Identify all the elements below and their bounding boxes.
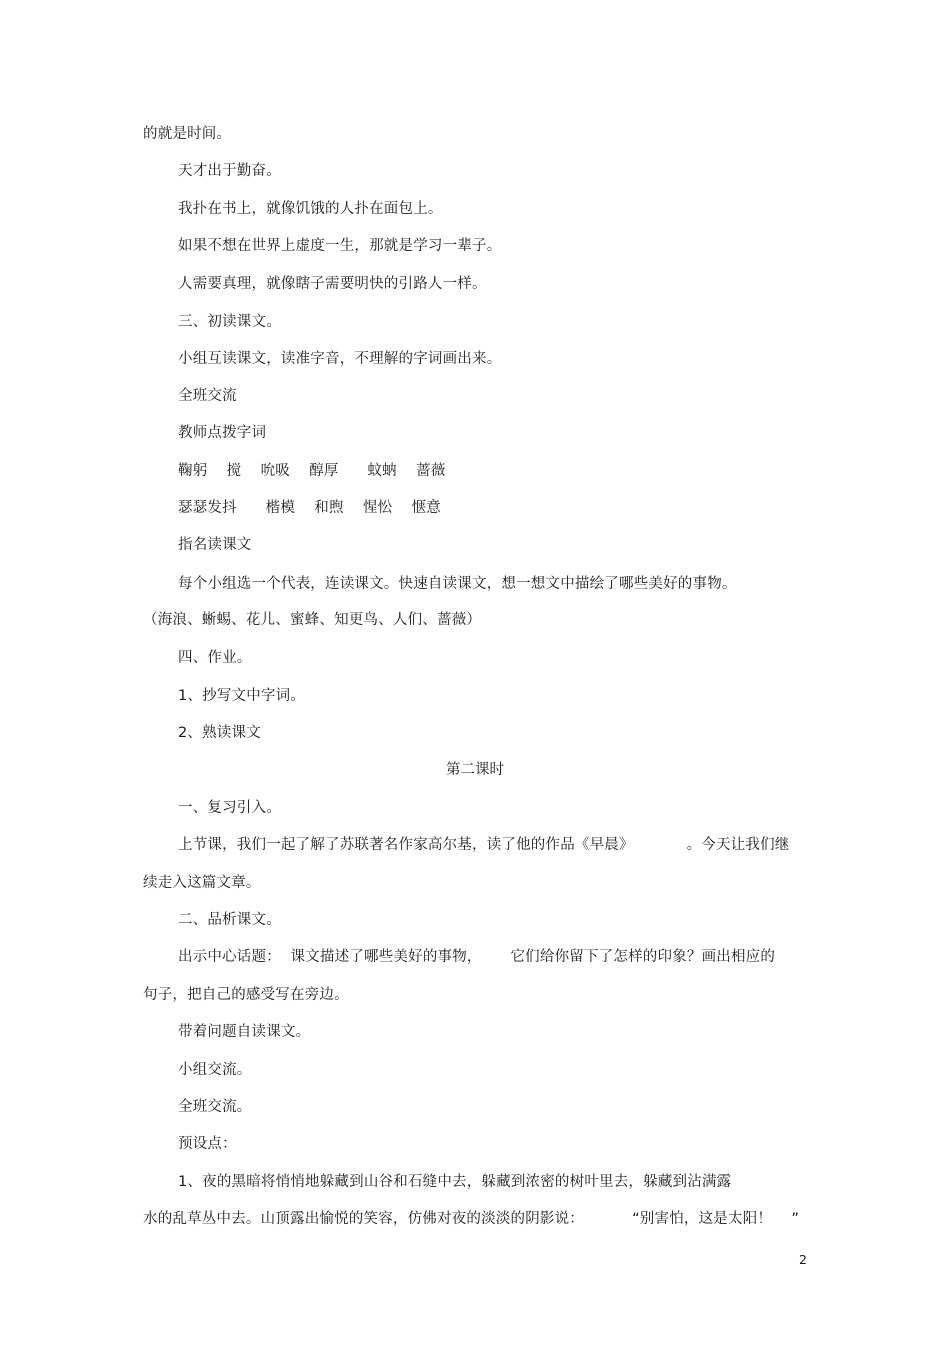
list-item: 1、夜的黑暗将悄悄地躲藏到山谷和石缝中去，躲藏到浓密的树叶里去，躲藏到沾满露: [178, 1174, 732, 1190]
text-line: 我扑在书上，就像饥饿的人扑在面包上。: [178, 201, 443, 217]
section-heading: 四、作业。: [178, 650, 252, 666]
page-number: 2: [799, 1252, 807, 1267]
text-line: 上节课，我们一起了解了苏联著名作家高尔基，读了他的作品《早晨》 。今天让我们继: [178, 837, 790, 853]
text-line: 水的乱草丛中去。山顶露出愉悦的笑容，仿佛对夜的淡淡的阴影说： “别害怕，这是太阳！ ”: [143, 1211, 800, 1227]
text-line: 教师点拨字词: [178, 425, 267, 441]
text-line: 小组互读课文，读准字音，不理解的字词画出来。: [178, 351, 502, 367]
section-heading: 一、复习引入。: [178, 800, 281, 816]
list-item: 1、抄写文中字词。: [178, 688, 306, 704]
vocabulary-line: 鞠躬 搅 吮吸 醇厚 蚊蚋 蔷薇: [178, 463, 446, 479]
text-line: 指名读课文: [178, 537, 252, 553]
text-line: 带着问题自读课文。: [178, 1024, 311, 1040]
text-line: 续走入这篇文章。: [143, 875, 261, 891]
lesson-title: 第二课时: [446, 762, 504, 778]
list-item: 2、熟读课文: [178, 725, 261, 741]
text-line: （海浪、蜥蜴、花儿、蜜蜂、知更鸟、人们、蔷薇）: [143, 612, 482, 628]
text-line: 天才出于勤奋。: [178, 163, 281, 179]
text-line: 全班交流。: [178, 1099, 252, 1115]
vocabulary-line: 瑟瑟发抖 楷模 和煦 惺忪 惬意: [178, 500, 441, 516]
text-line: 的就是时间。: [143, 126, 232, 142]
text-line: 预设点：: [178, 1136, 237, 1152]
section-heading: 二、品析课文。: [178, 912, 281, 928]
text-line: 人需要真理，就像瞎子需要明快的引路人一样。: [178, 276, 487, 292]
text-line: 如果不想在世界上虚度一生，那就是学习一辈子。: [178, 238, 502, 254]
text-line: 句子，把自己的感受写在旁边。: [143, 987, 349, 1003]
text-line: 全班交流: [178, 388, 237, 404]
text-line: 小组交流。: [178, 1062, 252, 1078]
text-line: 出示中心话题： 课文描述了哪些美好的事物， 它们给你留下了怎样的印象？画出相应的: [178, 949, 776, 965]
section-heading: 三、初读课文。: [178, 314, 281, 330]
text-line: 每个小组选一个代表，连读课文。快速自读课文，想一想文中描绘了哪些美好的事物。: [178, 576, 737, 592]
